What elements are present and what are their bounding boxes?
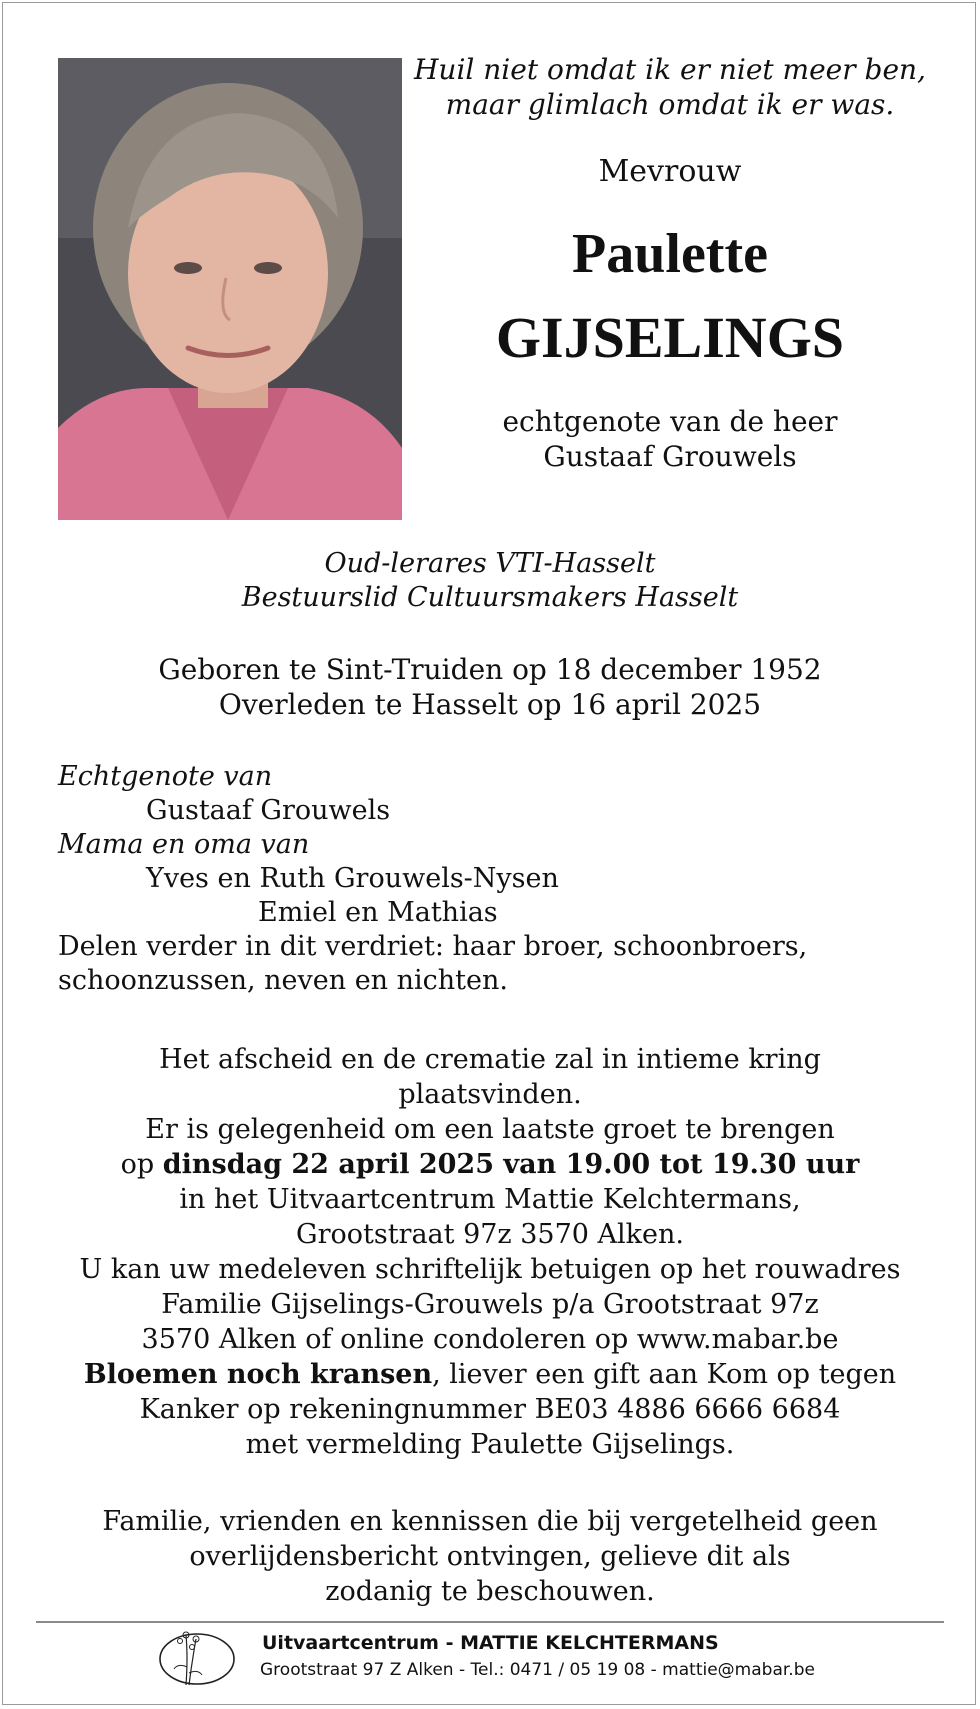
quote-line: Huil niet omdat ik er niet meer ben, <box>414 53 926 86</box>
flowers-rest: , liever een gift aan Kom op tegen <box>432 1359 897 1390</box>
ceremony-date: dinsdag 22 april 2025 van 19.00 tot 19.30 uur <box>162 1149 860 1180</box>
children-label: Mama en oma van <box>58 829 310 860</box>
spouse-intro-line: echtgenote van de heer <box>502 405 838 438</box>
death-line: Overleden te Hasselt op 16 april 2025 <box>218 688 762 721</box>
spouse-name: Gustaaf Grouwels <box>146 795 391 826</box>
birth-line: Geboren te Sint-Truiden op 18 december 1952 <box>158 653 822 686</box>
flowers-line <box>40 1357 940 1392</box>
ceremony-line: Er is gelegenheid om een laatste groet te brengen <box>145 1114 835 1145</box>
first-name: Paulette <box>572 223 768 285</box>
flower-logo-icon <box>156 1627 238 1687</box>
others-line: schoonzussen, neven en nichten. <box>58 965 508 996</box>
ceremony-date-line <box>40 1147 940 1182</box>
spouse-label: Echtgenote van <box>58 761 273 792</box>
roles <box>40 547 940 615</box>
role-line: Bestuurslid Cultuursmakers Hasselt <box>241 582 739 613</box>
ceremony-line: 3570 Alken of online condoleren op www.mabar.be <box>141 1324 839 1355</box>
family-block <box>58 760 938 998</box>
honorific: Mevrouw <box>598 154 742 189</box>
ceremony-block <box>40 1042 940 1462</box>
spouse-intro-line: Gustaaf Grouwels <box>543 440 797 473</box>
quote-line: maar glimlach omdat ik er was. <box>445 88 895 121</box>
children-names: Yves en Ruth Grouwels-Nysen <box>146 863 559 894</box>
birth-death <box>40 652 940 722</box>
portrait-photo <box>58 58 402 520</box>
funeral-home-contact: Grootstraat 97 Z Alken - Tel.: 0471 / 05 19 08 - mattie@mabar.be <box>260 1660 815 1680</box>
grandchildren-names: Emiel en Mathias <box>258 897 498 928</box>
flowers-bold: Bloemen noch kransen <box>83 1359 433 1390</box>
ceremony-line: Familie Gijselings-Grouwels p/a Grootstraat 97z <box>161 1289 819 1320</box>
spouse-intro <box>400 404 940 474</box>
closing-block <box>40 1504 940 1609</box>
ceremony-date-prefix: op <box>120 1149 163 1180</box>
funeral-home-name: Uitvaartcentrum - MATTIE KELCHTERMANS <box>262 1632 719 1654</box>
closing-line: Familie, vrienden en kennissen die bij vergetelheid geen <box>102 1506 878 1537</box>
ceremony-line: Grootstraat 97z 3570 Alken. <box>296 1219 684 1250</box>
ceremony-line: U kan uw medeleven schriftelijk betuigen op het rouwadres <box>79 1254 901 1285</box>
others-line: Delen verder in dit verdriet: haar broer, schoonbroers, <box>58 931 808 962</box>
ceremony-line: Kanker op rekeningnummer BE03 4886 6666 6684 <box>139 1394 841 1425</box>
ceremony-line: Het afscheid en de crematie zal in intieme kring <box>159 1044 821 1075</box>
closing-line: zodanig te beschouwen. <box>325 1576 655 1607</box>
footer-divider <box>36 1621 944 1623</box>
ceremony-line: met vermelding Paulette Gijselings. <box>245 1429 735 1460</box>
last-name: GIJSELINGS <box>495 305 845 370</box>
quote <box>400 52 940 122</box>
closing-line: overlijdensbericht ontvingen, gelieve dit als <box>189 1541 791 1572</box>
ceremony-line: plaatsvinden. <box>398 1079 582 1110</box>
ceremony-line: in het Uitvaartcentrum Mattie Kelchtermans, <box>179 1184 801 1215</box>
role-line: Oud-lerares VTI-Hasselt <box>324 548 656 579</box>
